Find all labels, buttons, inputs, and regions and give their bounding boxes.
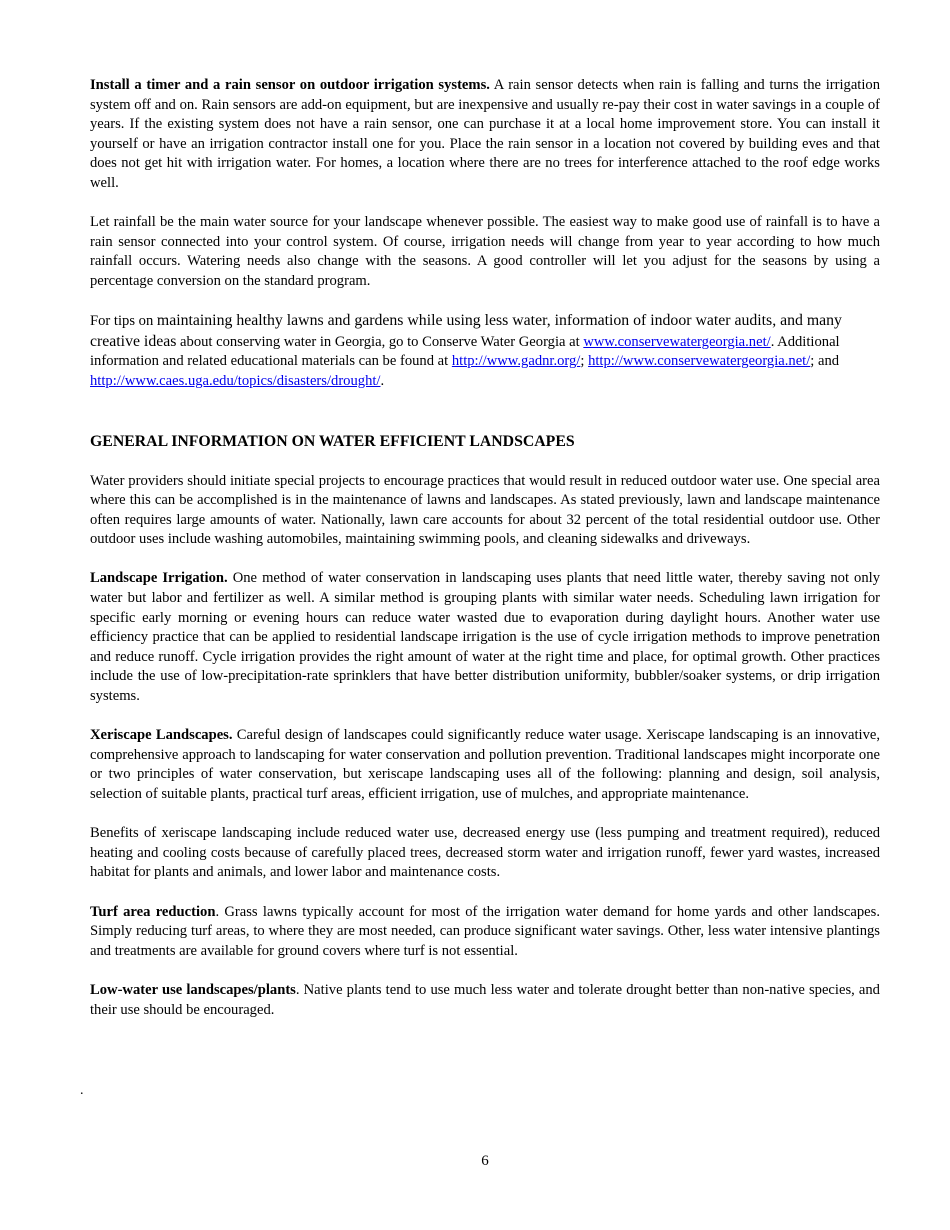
paragraph-lead: Xeriscape Landscapes. [90,727,233,744]
paragraph-tips-links [90,311,880,391]
link-gadnr[interactable]: http://www.gadnr.org/ [451,353,581,370]
link-conservewatergeorgia-full[interactable]: http://www.conservewatergeorgia.net/ [588,353,811,370]
paragraph-turf-reduction [90,903,880,962]
paragraph-lead: Turf area reduction [90,903,216,920]
paragraph-body: Careful design of landscapes could significantly reduce water usage. Xeriscape landscaping is an innovative, comprehensive approach to landscaping for water conservation and pollution prevention. Traditional landscapes might incorporate one or two principles of water conservation, but xeriscape landscaping uses all of the following: planning and design, soil analysis, selection of suitable plants, practical turf areas, efficient irrigation, use of mulches, and appropriate maintenance. [90,727,880,802]
page-number: 6 [481,1153,489,1169]
separator-text: ; [580,353,589,370]
paragraph-water-providers [90,472,880,550]
tips-topics-text: maintaining healthy lawns and gardens while using less water, information of indoor water audits, and many creative ideas [90,312,842,350]
tips-text: about conserving water in Georgia, go to Conserve Water Georgia at [176,333,584,350]
paragraph-lead: Low-water use landscapes/plants [90,981,296,998]
paragraph-body: Water providers should initiate special projects to encourage practices that would result in reduced outdoor water use. One special area where this can be accomplished is in the maintenance of lawns and landscapes. As stated previously, lawn and landscape maintenance often requires large amounts of water. Nationally, lawn care accounts for about 32 percent of the total residential outdoor use. Other outdoor uses include washing automobiles, maintaining swimming pools, and cleaning sidewalks and driveways. [90,472,880,548]
tips-text: . Additional information and related educational materials can be found at [90,333,840,370]
paragraph-body: . Grass lawns typically account for most of the irrigation water demand for home yards and other landscapes. Simply reducing turf areas, to where they are most needed, can produce significant water savings. Other, less water intensive plantings and treatments are available for ground covers where turf is not essential. [90,903,880,959]
paragraph-body: Let rainfall be the main water source for your landscape whenever possible. The easiest way to make good use of rainfall is to have a rain sensor connected into your control system. Of course, irrigation needs will change from year to year according to how much rainfall occurs. Watering needs also change with the seasons. A good controller will let you adjust for the seasons by using a percentage conversion on the standard program. [90,214,880,289]
paragraph-xeriscape-benefits [90,824,880,883]
sentence-end: . [380,372,385,389]
paragraph-timer-rain-sensor [90,76,880,194]
paragraph-lead: Landscape Irrigation. [90,570,228,587]
page-content [90,76,880,1040]
separator-text: ; and [810,353,840,370]
link-conservewatergeorgia[interactable]: www.conservewatergeorgia.net/ [583,333,771,350]
paragraph-low-water-plants [90,981,880,1020]
paragraph-body: A rain sensor detects when rain is falling and turns the irrigation system off and on. Rain sensors are add-on equipment, but are inexpensive and usually re-pay their cost in water savings in a couple of years. If the existing system does not have a rain sensor, one can purchase it at a local home improvement store. You can install it yourself or have an irrigation contractor install one for you. Place the rain sensor in a location not covered by building eves and that does not get hit with irrigation water. For homes, a location where there are no trees for interference attached to the roof edge works well. [90,77,880,191]
link-caes-drought[interactable]: http://www.caes.uga.edu/topics/disasters/drought/ [90,372,381,389]
tips-intro-text: For tips on [90,313,157,330]
paragraph-body: . Native plants tend to use much less water and tolerate drought better than non-native species, and their use should be encouraged. [90,981,880,1018]
paragraph-body: Benefits of xeriscape landscaping include reduced water use, decreased energy use (less pumping and treatment required), reduced heating and cooling costs because of carefully placed trees, decreased storm water and irrigation runoff, fewer yard wastes, increased habitat for plants and animals, and lower labor and maintenance costs. [90,825,880,881]
paragraph-rainfall [90,213,880,291]
paragraph-landscape-irrigation [90,569,880,706]
paragraph-body: One method of water conservation in landscaping uses plants that need little water, thereby saving not only water but labor and fertilizer as well. A similar method is grouping plants with similar water needs. Scheduling lawn irrigation for specific early morning or evening hours can reduce water wasted due to evaporation during daylight hours. Another water use efficiency practice that can be applied to residential landscape irrigation is the use of cycle irrigation methods to improve penetration and reduce runoff. Cycle irrigation provides the right amount of water at the right time and place, for optimal growth. Other practices include the use of low-precipitation-rate sprinklers that have better distribution uniformity, bubbler/soaker systems, or drip irrigation systems. [90,570,881,705]
section-heading: GENERAL INFORMATION ON WATER EFFICIENT LANDSCAPES [90,432,575,450]
paragraph-lead: Install a timer and a rain sensor on outdoor irrigation systems. [90,77,490,93]
stray-mark: . [80,1083,84,1098]
paragraph-xeriscape [90,726,880,804]
